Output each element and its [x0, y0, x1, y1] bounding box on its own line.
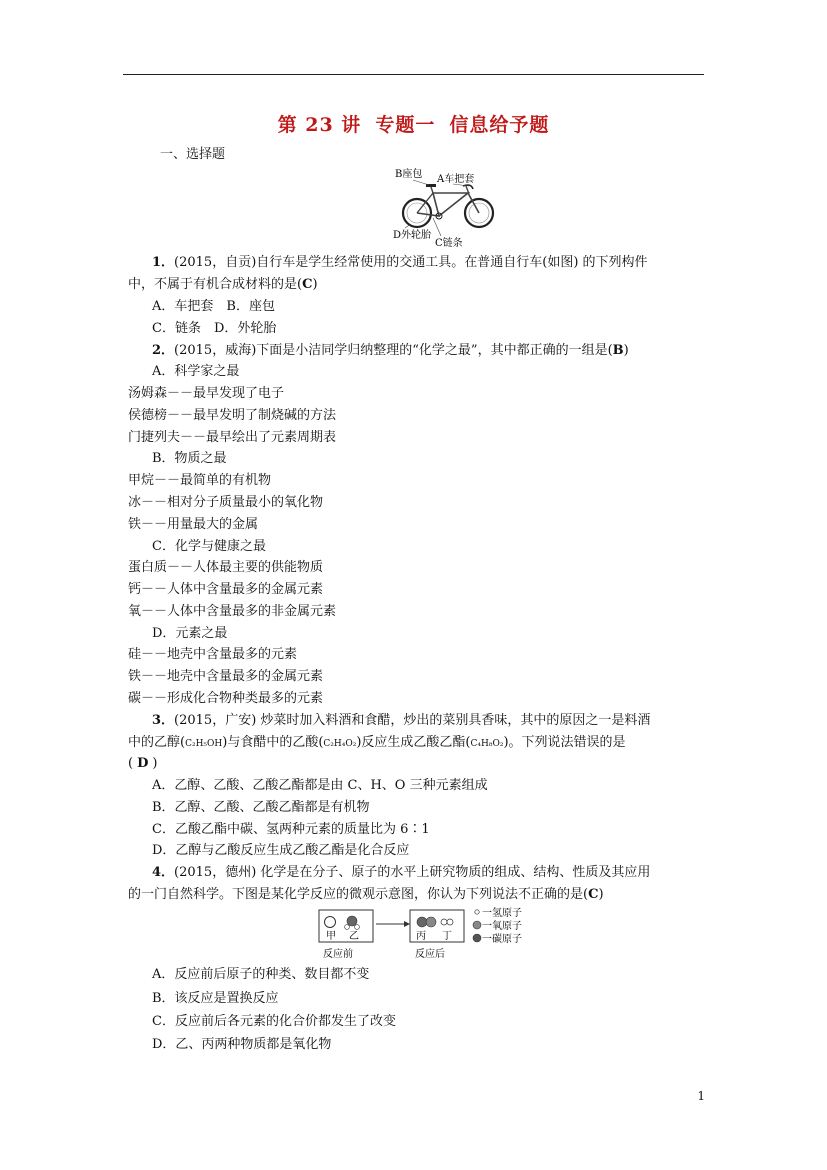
legend-carbon	[473, 934, 481, 942]
legend-oxygen	[473, 921, 481, 929]
q3-option-b: B．乙醇、乙酸、乙酸乙酯都是有机物	[152, 800, 370, 815]
label-after: 反应后	[415, 949, 445, 960]
q2-answer: B	[612, 343, 624, 358]
q1-line1: 1．(2015，自贡)自行车是学生经常使用的交通工具。在普通自行车(如图) 的下列构件	[152, 255, 648, 270]
formula-ethyl-acetate: C₄H₈O₂	[470, 739, 504, 749]
q3-option-d: D．乙醇与乙酸反应生成乙酸乙酯是化合反应	[152, 843, 410, 858]
q2-c3: 氧－－人体中含量最多的非金属元素	[128, 604, 337, 619]
q2-c2: 钙－－人体中含量最多的金属元素	[128, 582, 324, 597]
legend-hydrogen	[475, 910, 479, 914]
legend-h-label: 一氢原子	[482, 908, 522, 919]
page-number: 1	[697, 1089, 705, 1103]
q3-line1: 3．(2015，广安) 炒菜时加入料酒和食醋，炒出的菜别具香味，其中的原因之一是料酒	[152, 713, 651, 728]
q2-a3: 门捷列夫－－最早绘出了元素周期表	[128, 430, 337, 445]
label-bing: 丙	[416, 931, 426, 942]
q4-option-c: C．反应前后各元素的化合价都发生了改变	[152, 1014, 396, 1029]
q2-b2: 冰－－相对分子质量最小的氧化物	[128, 495, 324, 510]
reaction-diagram	[318, 904, 548, 960]
title-lecture: 第 23 讲	[277, 114, 362, 136]
q2-b1: 甲烷－－最简单的有机物	[128, 473, 272, 488]
label-jia: 甲	[326, 931, 336, 942]
q4-option-b: B．该反应是置换反应	[152, 991, 279, 1006]
title-topic: 专题一	[375, 114, 436, 136]
q4-line1: 4．(2015，德州) 化学是在分子、原子的水平上研究物质的组成、结构、性质及其应用	[152, 865, 651, 880]
q2-a2: 侯德榜－－最早发明了制烧碱的方法	[128, 408, 337, 423]
q2-c1: 蛋白质－－人体最主要的供能物质	[128, 560, 324, 575]
q2-line1: 2．(2015，威海)下面是小洁同学归纳整理的“化学之最”，其中都正确的一组是(B)	[152, 343, 629, 358]
q2-d-head: D．元素之最	[152, 626, 228, 641]
label-yi: 乙	[349, 931, 359, 942]
label-before: 反应前	[323, 949, 353, 960]
q1-answer: C	[302, 277, 313, 292]
label-ding: 丁	[442, 931, 452, 942]
bike-label-d: D外轮胎	[393, 230, 432, 241]
q2-b-head: B．物质之最	[152, 451, 227, 466]
q2-d1: 硅－－地壳中含量最多的元素	[128, 647, 298, 662]
header-rule	[123, 74, 704, 75]
section-heading: 一、选择题	[160, 147, 226, 162]
q4-answer: C	[588, 887, 599, 902]
q1-line2: 中，不属于有机合成材料的是(C)	[128, 277, 318, 292]
q2-a-head: A．科学家之最	[152, 364, 240, 379]
legend-o-label: 一氧原子	[482, 921, 522, 932]
q2-a1: 汤姆森－－最早发现了电子	[128, 386, 285, 401]
q2-d3: 碳－－形成化合物种类最多的元素	[128, 691, 324, 706]
q4-line2: 的一门自然科学。下图是某化学反应的微观示意图，你认为下列说法不正确的是(C)	[128, 887, 604, 902]
bike-label-c: C链条	[435, 238, 463, 249]
q3-line3: ( D )	[128, 756, 158, 771]
q2-d2: 铁－－地壳中含量最多的金属元素	[128, 669, 324, 684]
q3-line2: 中的乙醇(C₂H₅OH)与食醋中的乙酸(C₂H₄O₂)反应生成乙酸乙酯(C₄H₈O₂)。下列说法错误的是	[128, 735, 626, 750]
q2-b3: 铁－－用量最大的金属	[128, 517, 259, 532]
q4-option-a: A．反应前后原子的种类、数目都不变	[152, 967, 370, 982]
bike-label-a: A车把套	[437, 174, 475, 185]
formula-acetic-acid: C₂H₄O₂	[323, 739, 357, 749]
title-subject: 信息给予题	[449, 114, 550, 136]
q1-options-cd: C．链条 D．外轮胎	[152, 321, 277, 336]
q4-option-d: D．乙、丙两种物质都是氧化物	[152, 1037, 332, 1052]
page-title	[0, 110, 827, 137]
q1-options-ab: A．车把套 B．座包	[152, 299, 275, 314]
bike-label-b: B座包	[395, 169, 423, 180]
q3-option-a: A．乙醇、乙酸、乙酸乙酯都是由 C、H、O 三种元素组成	[152, 778, 488, 793]
q3-answer: D	[137, 756, 149, 771]
q3-option-c: C．乙酸乙酯中碳、氢两种元素的质量比为 6∶1	[152, 822, 430, 837]
formula-ethanol: C₂H₅OH	[185, 739, 223, 749]
legend-c-label: 一碳原子	[482, 934, 522, 945]
bicycle-figure	[393, 166, 503, 250]
q2-c-head: C．化学与健康之最	[152, 539, 266, 554]
